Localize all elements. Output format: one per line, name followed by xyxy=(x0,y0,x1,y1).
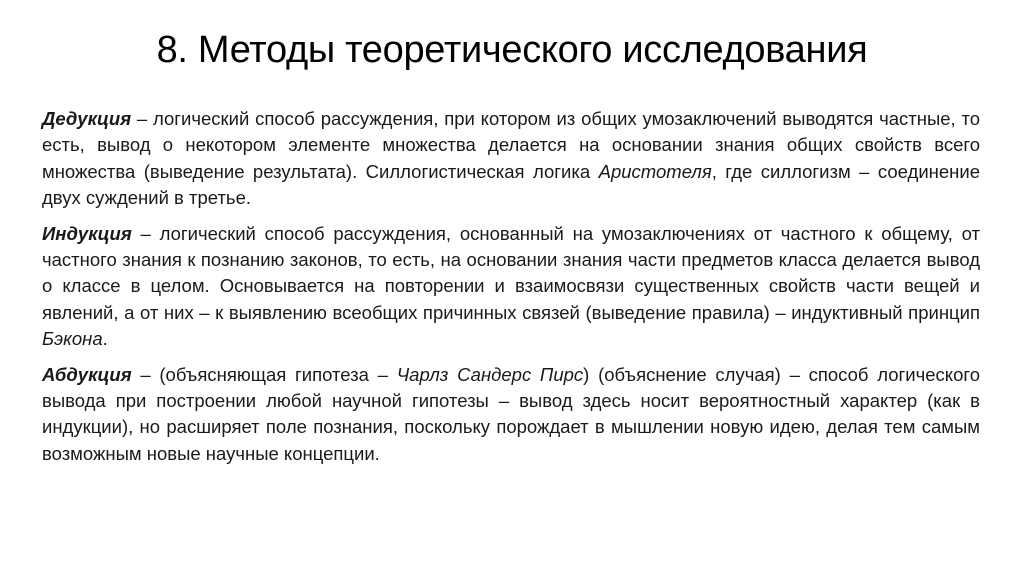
deduction-emphasis: Аристотеля xyxy=(598,160,712,182)
term-deduction: Дедукция xyxy=(42,108,132,129)
induction-text-1: – логический способ рассуждения, основанный на умозаключениях от частного к общему, от частного знания к познанию законов, то есть, на основании знания части предметов класса делается вывод о классе в целом. Основывается на повторении и взаимосвязи существенных свойств части вещей и явлений, а от них – к выявлению всеобщих причинных связей (выведение правила) – индуктивный принцип xyxy=(42,222,980,323)
paragraph-induction xyxy=(42,221,980,353)
term-induction: Индукция xyxy=(42,222,132,244)
slide-body xyxy=(42,106,980,476)
abduction-text-1: – (объясняющая гипотеза – xyxy=(131,363,397,385)
induction-text-2: . xyxy=(102,328,108,350)
paragraph-abduction xyxy=(42,362,980,468)
abduction-emphasis: Чарлз Сандерс Пирс xyxy=(396,363,584,385)
abduction-text-2: ) (объяснение случая) – способ логического вывода при построении любой научной гипотезы – вывод здесь носит вероятностный характер (как в индукции), но расширяет поле познания, поскольку порождает в мышлении новую идею, делая тем самым возможным новые научные концепции. xyxy=(42,363,981,464)
deduction-text-2: , где силлогизм – соединение двух суждений в третье. xyxy=(42,160,980,209)
slide-title: 8. Методы теоретического исследования xyxy=(156,29,868,71)
term-abduction: Абдукция xyxy=(42,363,132,385)
induction-emphasis: Бэкона xyxy=(42,328,103,350)
deduction-text-1: – логический способ рассуждения, при котором из общих умозаключений выводятся частные, то есть, вывод о некотором элементе множества делается на основании знания общих свойств всего множества (выведение результата). Силлогистическая логика xyxy=(42,108,980,182)
paragraph-deduction xyxy=(42,106,980,212)
